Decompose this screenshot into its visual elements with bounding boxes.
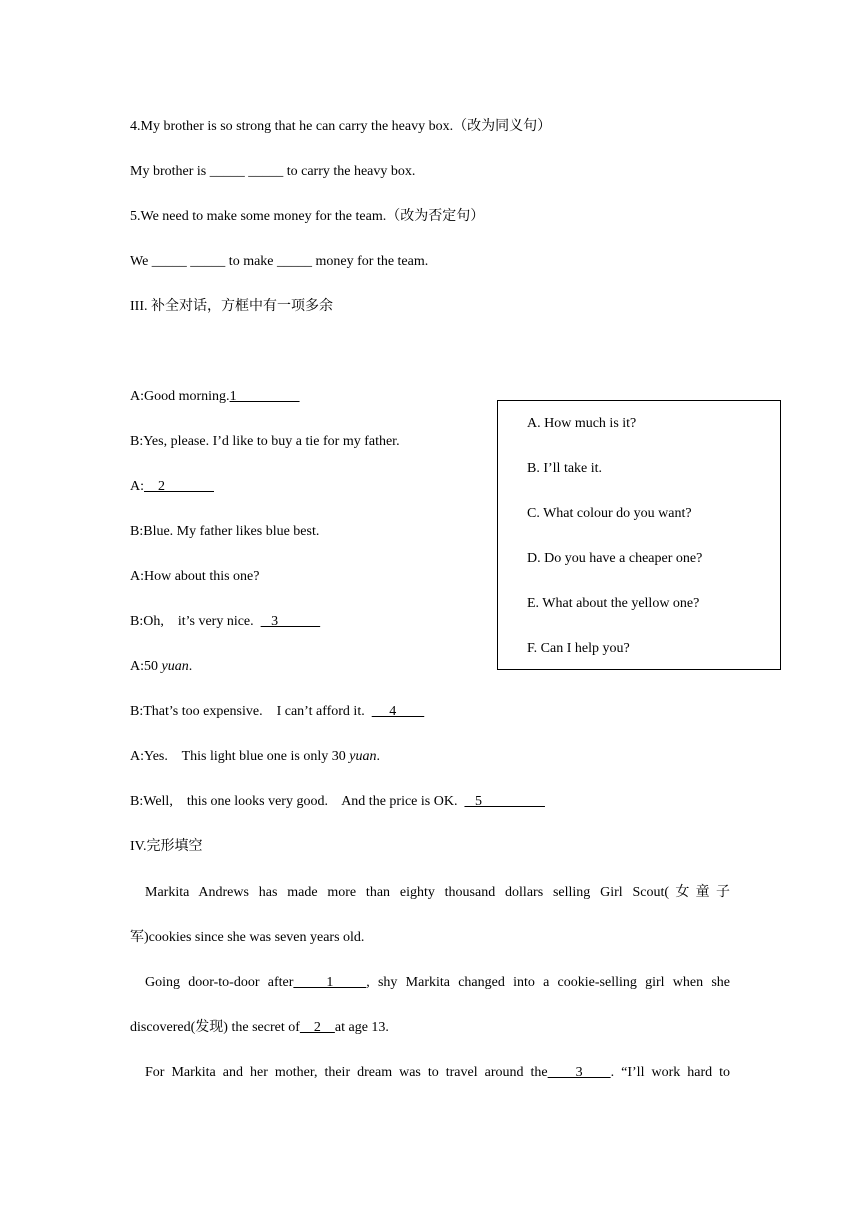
option-e: E. What about the yellow one? xyxy=(527,596,700,611)
option-f: F. Can I help you? xyxy=(527,641,630,656)
blank-1: 1 xyxy=(229,389,300,404)
paragraph-2-line-2: discovered(发现) the secret of 2 at age 13. xyxy=(130,1020,389,1035)
dialogue-line: B:Well, this one looks very good. And the price is OK. 5 xyxy=(130,794,545,809)
option-a: A. How much is it? xyxy=(527,416,637,431)
section-4-title: IV.完形填空 xyxy=(130,839,203,854)
cloze-blank-3: 3 xyxy=(547,1065,611,1080)
cloze-blank-1: 1 xyxy=(293,975,367,990)
dialogue-line: B:Yes, please. I’d like to buy a tie for my father. xyxy=(130,434,400,449)
question-5: 5.We need to make some money for the team.（改为否定句） xyxy=(130,209,485,224)
dialogue-line: A:Yes. This light blue one is only 30 yuan. xyxy=(130,749,380,764)
dialogue-line: B:Oh, it’s very nice. 3 xyxy=(130,614,321,629)
option-b: B. I’ll take it. xyxy=(527,461,603,476)
options-box xyxy=(497,400,781,670)
blank-2: 2 xyxy=(144,479,214,494)
question-4: 4.My brother is so strong that he can carry the heavy box.（改为同义句） xyxy=(130,119,552,134)
question-5-answer: We _____ _____ to make _____ money for the team. xyxy=(130,254,429,269)
dialogue-line: A:Good morning.1 xyxy=(130,389,300,404)
paragraph-1-line-1: Markita Andrews has made more than eighty thousand dollars selling Girl Scout(女童子 xyxy=(145,885,730,900)
dialogue-line: B:Blue. My father likes blue best. xyxy=(130,524,320,539)
blank-4: 4 xyxy=(371,704,425,719)
paragraph-1-line-2: 军)cookies since she was seven years old. xyxy=(130,930,365,945)
blank-5: 5 xyxy=(464,794,545,809)
option-c: C. What colour do you want? xyxy=(527,506,692,521)
dialogue-line: B:That’s too expensive. I can’t afford it. 4 xyxy=(130,704,425,719)
dialogue-line: A:50 yuan. xyxy=(130,659,193,674)
question-4-answer: My brother is _____ _____ to carry the heavy box. xyxy=(130,164,416,179)
option-d: D. Do you have a cheaper one? xyxy=(527,551,703,566)
paragraph-2-line-1: Going door-to-door after 1 , shy Markita changed into a cookie-selling girl when she xyxy=(145,975,730,990)
paragraph-3-line-1: For Markita and her mother, their dream was to travel around the 3 . “I’ll work hard to xyxy=(145,1065,731,1080)
dialogue-line: A: 2 xyxy=(130,479,214,494)
dialogue-line: A:How about this one? xyxy=(130,569,260,584)
blank-3: 3 xyxy=(260,614,321,629)
section-3-title: III. 补全对话，方框中有一项多余 xyxy=(130,299,333,314)
cloze-blank-2: 2 xyxy=(299,1020,335,1035)
